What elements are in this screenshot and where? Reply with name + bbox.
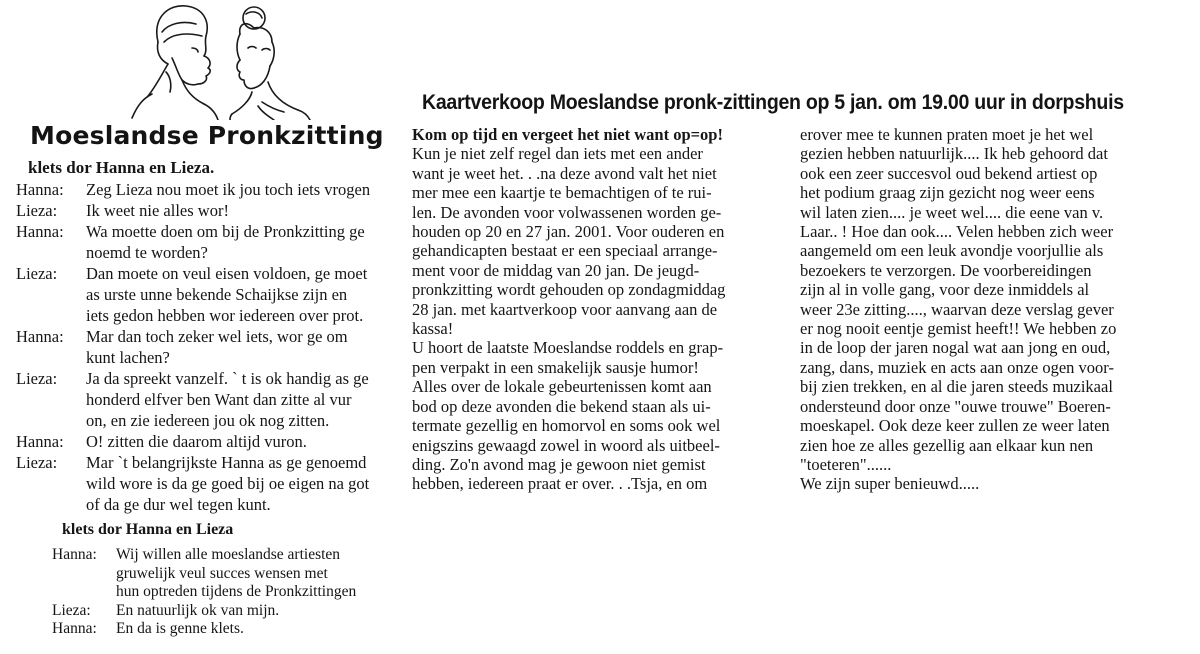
- dialogue-row: [52, 546, 396, 602]
- dialogue-row: [16, 431, 394, 452]
- article-column-one: [412, 125, 782, 494]
- article-line: houden op 20 en 27 jan. 2001. Voor ouderen en: [412, 222, 725, 242]
- article-line: We zijn super benieuwd.....: [800, 474, 980, 494]
- article-line: want je weet het. . .na deze avond valt het niet: [412, 163, 717, 183]
- dialogue-line: Zeg Lieza nou moet ik jou toch iets vrogen: [86, 180, 371, 199]
- article-line: Alles over de lokale gebeurtenissen komt aan: [412, 377, 712, 397]
- article-line: len. De avonden voor volwassenen worden ge-: [412, 202, 722, 222]
- clipping-article: [398, 78, 1178, 508]
- dialogue-line: En natuurlijk ok van mijn.: [116, 601, 280, 619]
- dialogue-row: [16, 326, 394, 368]
- dialogue-block: [52, 546, 396, 639]
- article-line: zijn al in volle gang, voor deze inmiddels al: [800, 280, 1090, 300]
- dialogue-line: on, en zie iedereen jou ok nog zitten.: [86, 411, 330, 430]
- article-line: enigszins gewaagd zowel in woord als uitbeel-: [412, 435, 720, 455]
- dialogue-line: honderd elfver ben Want dan zitte al vur: [86, 390, 352, 409]
- dialogue-row: [52, 620, 396, 639]
- speaker-label: Hanna:: [16, 432, 64, 451]
- article-line: wil laten zien.... je weet wel.... die eene van v.: [800, 202, 1104, 222]
- dialogue-row: [16, 221, 394, 263]
- speaker-label: Hanna:: [52, 546, 97, 563]
- article-line: er nog nooit eentje gemist heeft!! We hebben zo: [800, 319, 1117, 339]
- dialogue-line: En da is genne klets.: [116, 620, 244, 638]
- article-line: gezien hebben natuurlijk.... Ik heb gehoord dat: [800, 144, 1108, 164]
- speaker-label: Hanna:: [16, 222, 64, 241]
- two-women-sketch-icon: [112, 2, 312, 120]
- speaker-label: Hanna:: [16, 327, 64, 346]
- dialogue-line: of da ge dur wel tegen kunt.: [86, 495, 271, 514]
- article-line: 28 jan. met kaartverkoop voor aanvang aan de: [412, 299, 718, 319]
- dialogue-row: [16, 263, 394, 326]
- clipping-subtitle: klets dor Hanna en Lieza.: [28, 158, 215, 177]
- dialogue-line: iets gedon hebben wor iedereen over prot.: [86, 306, 364, 325]
- article-line: erover mee te kunnen praten moet je het wel: [800, 125, 1094, 144]
- dialogue-row: [16, 368, 394, 431]
- article-headline: Kaartverkoop Moeslandse pronk-zittingen op 5 jan. om 19.00 uur in dorpshuis: [422, 91, 1124, 114]
- dialogue-line: as urste unne bekende Schaijkse zijn en: [86, 285, 348, 304]
- article-line: pronkzitting wordt gehouden op zondagmiddag: [412, 280, 726, 300]
- dialogue-line: Wa moette doen om bij de Pronkzitting ge: [86, 222, 365, 241]
- article-line: "toeteren"......: [800, 454, 892, 474]
- speaker-label: Lieza:: [16, 264, 58, 283]
- dialogue-row: [16, 452, 394, 515]
- article-line: moeskapel. Ook deze keer zullen ze weer laten: [800, 416, 1110, 436]
- clipping-klets: [18, 516, 396, 654]
- clipping-title: Moeslandse Pronkzitting: [30, 121, 384, 150]
- article-line: hebben, iedereen praat er over. . .Tsja, en om: [412, 474, 708, 494]
- speaker-label: Hanna:: [16, 180, 64, 199]
- article-line: Laar.. ! Hoe dan ook.... Velen hebben zich weer: [800, 222, 1114, 242]
- article-column-two: [800, 125, 1170, 494]
- article-line: pen verpakt in een smakelijk sausje humor!: [412, 357, 699, 377]
- article-line: kassa!: [412, 319, 454, 339]
- article-line: zang, dans, muziek en acts aan onze ogen voor-: [800, 357, 1114, 377]
- article-line: ding. Zo'n avond mag je gewoon niet gemist: [412, 454, 706, 474]
- article-line: in de loop der jaren nogal wat aan jong en oud,: [800, 338, 1111, 358]
- article-line: bezoekers te verzorgen. De voorbereidingen: [800, 260, 1092, 280]
- article-line: aangemeld om een leuk avondje voorjullie als: [800, 241, 1104, 261]
- article-lead: Kom op tijd en vergeet het niet want op=op!: [412, 125, 723, 144]
- speaker-label: Lieza:: [16, 201, 58, 220]
- dialogue-row: [52, 602, 396, 621]
- dialogue-line: gruwelijk veul succes wensen met: [116, 564, 328, 582]
- article-line: ondersteund door onze "ouwe trouwe" Boeren-: [800, 396, 1111, 416]
- speaker-label: Lieza:: [16, 369, 58, 388]
- article-line: bij zien trekken, en al die jaren steeds muzikaal: [800, 377, 1113, 397]
- dialogue-line: Ja da spreekt vanzelf. ` t is ok handig as ge: [86, 369, 369, 388]
- article-line: zien hoe ze alles gezellig aan elkaar kun nen: [800, 435, 1094, 455]
- article-line: weer 23e zitting...., waarvan deze verslag gever: [800, 299, 1114, 319]
- article-line: ment voor de middag van 20 jan. De jeugd-: [412, 260, 700, 280]
- dialogue-line: Ik weet nie alles wor!: [86, 201, 229, 220]
- dialogue-line: Wij willen alle moeslandse artiesten: [116, 546, 341, 563]
- article-line: het podium graag zijn gezicht nog weer eens: [800, 183, 1095, 203]
- speaker-label: Hanna:: [52, 620, 97, 638]
- article-line: termate gezellig en homorvol en soms ook wel: [412, 416, 721, 436]
- article-line: Kun je niet zelf regel dan iets met een ander: [412, 144, 703, 164]
- dialogue-row: [16, 200, 394, 221]
- clipping-pronkzitting: [16, 0, 394, 512]
- article-line: ook een zeer succesvol oud bekend artiest op: [800, 163, 1098, 183]
- article-line: U hoort de laatste Moeslandse roddels en grap-: [412, 338, 724, 358]
- article-line: bod op deze avonden die bekend staan als ui-: [412, 396, 711, 416]
- dialogue-line: hun optreden tijdens de Pronkzittingen: [116, 583, 357, 601]
- article-line: mer mee een kaartje te bemachtigen of te rui-: [412, 183, 712, 203]
- dialogue-line: kunt lachen?: [86, 348, 170, 367]
- dialogue-line: noemd te worden?: [86, 243, 208, 262]
- dialogue-line: Mar dan toch zeker wel iets, wor ge om: [86, 327, 348, 346]
- speaker-label: Lieza:: [52, 601, 91, 619]
- dialogue-row: [16, 179, 394, 200]
- dialogue-line: Mar `t belangrijkste Hanna as ge genoemd: [86, 453, 367, 472]
- dialogue-line: wild wore is da ge goed bij oe eigen na got: [86, 474, 370, 493]
- dialogue-line: O! zitten die daarom altijd vuron.: [86, 432, 307, 451]
- article-line: gehandicapten bestaat er een speciaal arrange-: [412, 241, 718, 261]
- speaker-label: Lieza:: [16, 453, 58, 472]
- clipping-subtitle: klets dor Hanna en Lieza: [62, 521, 234, 538]
- dialogue-block: [16, 179, 394, 515]
- dialogue-line: Dan moete on veul eisen voldoen, ge moet: [86, 264, 368, 283]
